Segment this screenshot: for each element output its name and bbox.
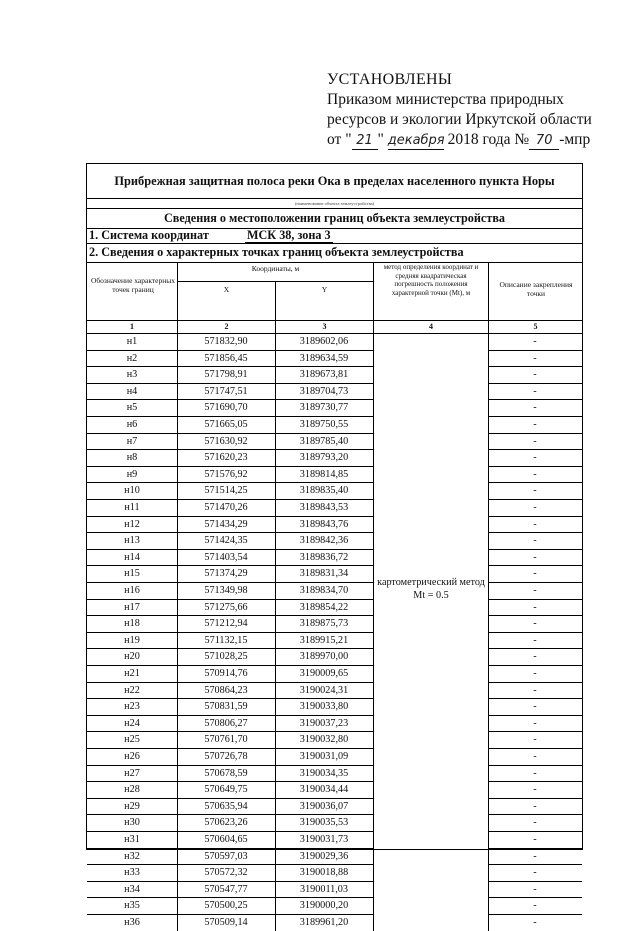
point-name: н11: [124, 502, 140, 513]
point-name: н14: [124, 551, 140, 563]
coord-y: 3190011,03: [299, 883, 348, 895]
coord-y: 3190034,35: [299, 767, 349, 779]
coord-y: 3189835,40: [299, 485, 349, 497]
coord-y: 3190009,65: [299, 668, 349, 679]
fixing-description: -: [533, 668, 537, 679]
coord-y: 3189834,70: [299, 585, 349, 596]
point-name: н34: [124, 883, 140, 895]
point-name: н31: [124, 834, 140, 845]
coord-y: 3190034,44: [299, 784, 349, 796]
coord-y: 3189875,73: [299, 618, 349, 630]
date-mid: ": [377, 131, 384, 148]
coord-y: 3189843,76: [299, 518, 349, 530]
point-name: н4: [126, 385, 138, 397]
grid-line: [373, 262, 374, 931]
fixing-description: -: [533, 502, 537, 513]
section-title-row: [87, 209, 582, 229]
approval-day: 21: [352, 133, 378, 150]
title-box: [87, 164, 582, 199]
point-name: н20: [124, 651, 140, 663]
fixing-description: -: [533, 817, 537, 829]
fixing-description: -: [533, 883, 537, 895]
fixing-description: -: [533, 551, 537, 563]
col-number-4: 4: [429, 322, 433, 331]
fixing-description: -: [533, 585, 537, 596]
fixing-description: -: [533, 385, 537, 397]
fixing-description: -: [533, 784, 537, 796]
coord-x: 570623,26: [204, 817, 248, 829]
fixing-description: -: [533, 900, 537, 912]
coord-x: 571665,05: [204, 419, 248, 430]
point-name: н22: [124, 684, 140, 696]
fixing-description: -: [533, 834, 537, 845]
coord-x: 571212,94: [204, 618, 248, 630]
point-name: н13: [124, 535, 140, 547]
point-name: н19: [124, 634, 140, 646]
coord-x: 570761,70: [204, 734, 248, 746]
header-y: Y: [321, 285, 328, 294]
point-name: н2: [126, 352, 138, 364]
coord-x: 570726,78: [204, 751, 248, 762]
fixing-description: -: [533, 634, 537, 646]
point-name: н5: [126, 402, 138, 414]
point-name: н36: [124, 917, 140, 928]
grid-line: [275, 281, 276, 931]
coord-y: 3189854,22: [299, 601, 349, 613]
fixing-description: -: [533, 601, 537, 613]
coord-x: 570678,59: [204, 767, 248, 779]
grid-line: [177, 262, 178, 931]
coord-y: 3189842,36: [299, 535, 349, 547]
coord-x: 571798,91: [204, 369, 248, 381]
boundary-sheet: [86, 163, 583, 928]
coord-x: 571275,66: [204, 601, 248, 613]
point-name: н32: [124, 850, 140, 862]
fixing-description: -: [533, 717, 537, 729]
point-name: н3: [126, 369, 138, 381]
fixing-description: -: [533, 651, 537, 663]
coord-x: 571576,92: [204, 468, 248, 480]
point-name: н23: [124, 701, 140, 713]
header-coordinates: Координаты, м: [251, 264, 300, 273]
coord-x: 571470,26: [204, 502, 248, 513]
coord-system-row: [87, 229, 582, 244]
grid-line: [177, 281, 373, 282]
approval-block: [327, 70, 627, 150]
coord-x: 571630,92: [204, 435, 248, 447]
fixing-description: -: [533, 452, 537, 464]
coord-x: 570806,27: [204, 717, 248, 729]
header-designation: Обозначение характерных точек границ: [90, 276, 176, 294]
fixing-description: -: [533, 369, 537, 381]
coord-x: 570914,76: [204, 668, 248, 679]
coord-y: 3190031,09: [299, 751, 349, 762]
coord-x: 571514,25: [204, 485, 248, 497]
fixing-description: -: [533, 684, 537, 696]
coord-x: 571620,23: [204, 452, 248, 464]
point-name: н10: [124, 485, 140, 497]
fixing-description: -: [533, 518, 537, 530]
approval-year: 2018 года №: [447, 131, 530, 148]
point-name: н35: [124, 900, 140, 912]
coord-x: 570635,94: [204, 800, 248, 812]
fixing-description: -: [533, 751, 537, 762]
coord-y: 3189785,40: [299, 435, 349, 447]
date-prefix: от ": [327, 131, 352, 148]
coord-y: 3189793,20: [299, 452, 349, 464]
coord-y: 3189730,77: [299, 402, 349, 414]
coord-x: 570500,25: [204, 900, 248, 912]
fixing-description: -: [533, 618, 537, 630]
header-method: метод определения координат и средняя квадратическая погрешность положения характерной точки (Мt), м: [383, 263, 479, 297]
fixing-description: -: [533, 419, 537, 430]
grid-line: [87, 320, 582, 321]
coord-x: 571747,51: [204, 385, 248, 397]
fixing-description: -: [533, 352, 537, 364]
fixing-description: -: [533, 402, 537, 414]
coord-y: 3190031,73: [299, 834, 349, 845]
fixing-description: -: [533, 701, 537, 713]
coord-y: 3189831,34: [299, 568, 349, 580]
grid-line: [87, 333, 582, 334]
section-title: Сведения о местоположении границ объекта землеустройства: [164, 211, 505, 225]
coord-y: 3189602,06: [299, 336, 349, 347]
coord-x: 571856,45: [204, 352, 248, 364]
point-name: н1: [126, 336, 138, 347]
coord-x: 570649,75: [204, 784, 248, 796]
point-name: н18: [124, 618, 140, 630]
fixing-description: -: [533, 535, 537, 547]
coord-x: 570864,23: [204, 684, 248, 696]
coord-y: 3190000,20: [299, 900, 349, 912]
grid-line: [488, 262, 489, 931]
point-name: н33: [124, 867, 140, 879]
point-name: н24: [124, 717, 140, 729]
coord-x: 571434,29: [204, 518, 248, 530]
fixing-description: -: [533, 734, 537, 746]
col-number-1: 1: [130, 322, 134, 331]
coord-y: 3189814,85: [299, 468, 349, 480]
fixing-description: -: [533, 800, 537, 812]
point-name: н27: [124, 767, 140, 779]
coord-system-label: 1. Система координат: [89, 228, 209, 242]
coord-y: 3189970,00: [299, 651, 349, 663]
coord-x: 570509,14: [204, 917, 248, 928]
coord-y: 3190029,36: [299, 850, 349, 862]
coord-y: 3189750,55: [299, 419, 349, 430]
coord-x: 570547,77: [204, 883, 248, 895]
points-title: 2. Сведения о характерных точках границ объекта землеустройства: [89, 245, 464, 259]
col-number-3: 3: [322, 322, 327, 331]
approval-suffix: -мпр: [559, 131, 591, 148]
document-title: Прибрежная защитная полоса реки Ока в пределах населенного пункта Норы: [114, 174, 555, 188]
object-note: (наименование объекта землеустройства): [294, 201, 375, 206]
fixing-description: -: [533, 336, 537, 347]
point-name: н29: [124, 800, 140, 812]
coord-y: 3189673,81: [299, 369, 349, 381]
coord-x: 570572,32: [204, 867, 248, 879]
col-number-5: 5: [533, 322, 538, 331]
coord-y: 3189961,20: [299, 917, 349, 928]
coord-x: 571374,29: [204, 568, 248, 580]
point-name: н25: [124, 734, 140, 746]
object-note-row: [87, 199, 582, 209]
point-name: н15: [124, 568, 140, 580]
point-name: н9: [126, 468, 138, 480]
coord-x: 571028,25: [204, 651, 248, 663]
method-value: картометрический метод Mt = 0.5: [377, 577, 485, 601]
coord-y: 3190032,80: [299, 734, 349, 746]
coord-y: 3190018,88: [299, 867, 349, 879]
coord-y: 3189915,21: [299, 634, 349, 646]
coord-y: 3190035,53: [299, 817, 349, 829]
coord-x: 570831,59: [204, 701, 248, 713]
approval-number: 70: [529, 133, 559, 150]
coord-x: 571403,54: [204, 551, 248, 563]
point-name: н8: [126, 452, 138, 464]
fixing-description: -: [533, 468, 537, 480]
coord-x: 571690,70: [204, 402, 248, 414]
coord-x: 570597,03: [204, 850, 248, 862]
coord-y: 3190037,23: [299, 717, 349, 729]
approval-heading: УСТАНОВЛЕНЫ: [327, 71, 453, 88]
fixing-description: -: [533, 867, 537, 879]
header-x: X: [223, 285, 230, 294]
coord-y: 3189704,73: [299, 385, 349, 397]
coord-y: 3190033,80: [299, 701, 349, 713]
coord-x: 571424,35: [204, 535, 248, 547]
coord-x: 571349,98: [204, 585, 248, 596]
coord-x: 570604,65: [204, 834, 248, 845]
point-name: н30: [124, 817, 140, 829]
coord-y: 3189836,72: [299, 551, 349, 563]
coord-y: 3190024,31: [299, 684, 349, 696]
point-name: н12: [124, 518, 140, 530]
approval-line-2: ресурсов и экологии Иркутской области: [327, 111, 592, 128]
coord-y: 3190036,07: [299, 800, 349, 812]
fixing-description: -: [533, 917, 537, 928]
points-title-row: [87, 244, 582, 263]
fixing-description: -: [533, 485, 537, 497]
approval-line-1: Приказом министерства природных: [327, 91, 564, 108]
point-name: н26: [124, 751, 140, 762]
approval-month: декабря: [387, 133, 445, 148]
coord-x: 571132,15: [204, 634, 248, 646]
point-name: н28: [124, 784, 140, 796]
fixing-description: -: [533, 850, 537, 862]
coord-system-value: МСК 38, зона 3: [247, 228, 331, 242]
fixing-description: -: [533, 435, 537, 447]
approval-date-line: [327, 130, 627, 150]
point-name: н17: [124, 601, 140, 613]
col-number-2: 2: [224, 322, 229, 331]
coord-y: 3189634,59: [299, 352, 349, 364]
header-description: Описание закрепления точки: [499, 280, 573, 298]
point-name: н21: [124, 668, 140, 679]
coord-y: 3189843,53: [299, 502, 349, 513]
coord-x: 571832,90: [204, 336, 248, 347]
fixing-description: -: [533, 767, 537, 779]
point-name: н16: [124, 585, 140, 596]
point-name: н7: [126, 435, 138, 447]
fixing-description: -: [533, 568, 537, 580]
point-name: н6: [126, 419, 138, 430]
